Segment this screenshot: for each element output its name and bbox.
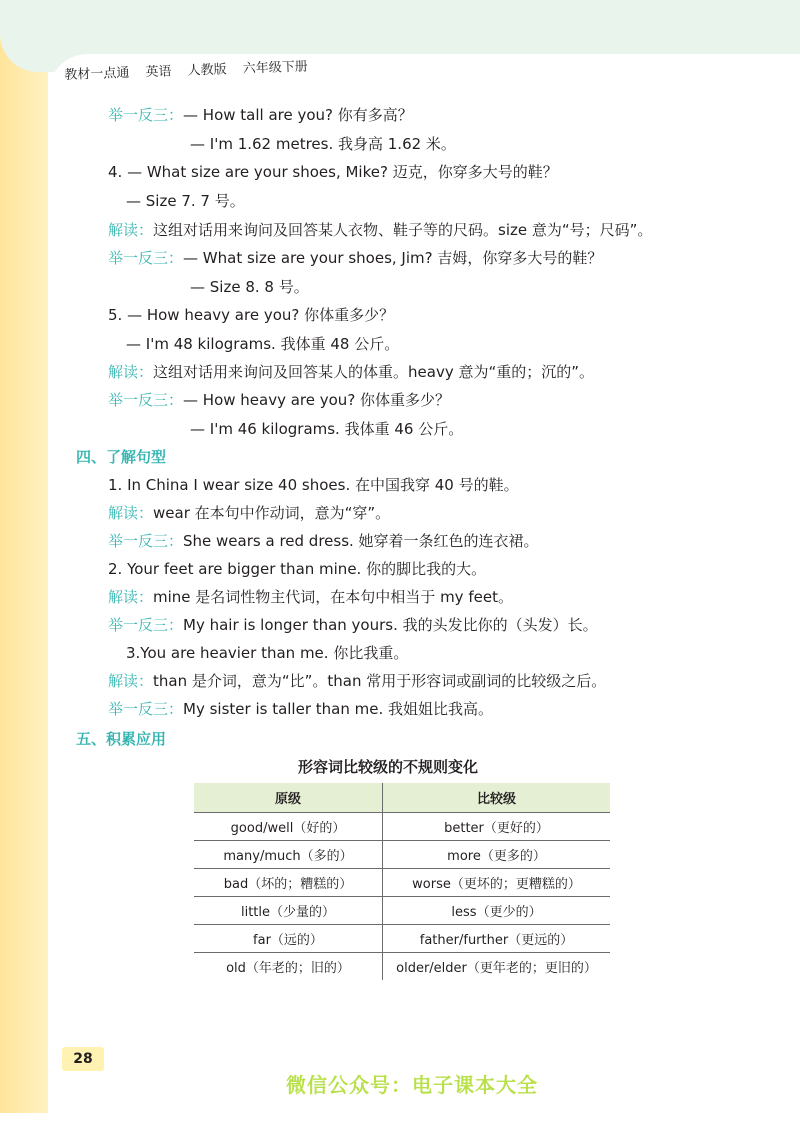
line-text: 2. Your feet are bigger than mine. 你的脚比我的大。 bbox=[108, 560, 487, 578]
page-number: 28 bbox=[62, 1047, 104, 1071]
line-tag: 解读： bbox=[108, 672, 154, 690]
content-line bbox=[108, 559, 486, 579]
content-line bbox=[190, 277, 309, 297]
content-line bbox=[108, 390, 450, 410]
content-line bbox=[108, 531, 539, 551]
comparative-form-cell: better（更好的） bbox=[383, 813, 611, 841]
comparative-form-cell: less（更少的） bbox=[383, 897, 611, 925]
line-text: — How tall are you? 你有多高？ bbox=[183, 106, 413, 124]
line-tag: 举一反三： bbox=[108, 391, 184, 409]
line-text: — How heavy are you? 你体重多少？ bbox=[183, 391, 451, 409]
table-title: 形容词比较级的不规则变化 bbox=[298, 758, 479, 776]
comparative-form-cell: more（更多的） bbox=[383, 841, 611, 869]
content-line bbox=[108, 615, 598, 635]
line-text: My hair is longer than yours. 我的头发比你的（头发）长。 bbox=[183, 616, 598, 634]
line-text: My sister is taller than me. 我姐姐比我高。 bbox=[183, 700, 493, 718]
content-line bbox=[108, 248, 602, 268]
line-text: 4. — What size are your shoes, Mike? 迈克，你穿多大号的鞋？ bbox=[108, 163, 558, 181]
line-tag: 举一反三： bbox=[108, 249, 184, 267]
line-text: 1. In China I wear size 40 shoes. 在中国我穿 40 号的鞋。 bbox=[108, 476, 519, 494]
positive-form-cell: good/well（好的） bbox=[194, 813, 383, 841]
line-tag: 举一反三： bbox=[108, 106, 184, 124]
content-line bbox=[108, 503, 390, 523]
table-header-cell: 比较级 bbox=[383, 783, 611, 813]
header-subject: 英语 bbox=[145, 64, 172, 81]
table-row bbox=[194, 897, 610, 925]
content-line bbox=[108, 587, 513, 607]
line-text: wear 在本句中作动词，意为“穿”。 bbox=[153, 504, 391, 522]
line-text: than 是介词，意为“比”。than 常用于形容词或副词的比较级之后。 bbox=[153, 672, 607, 690]
section-heading: 五、积累应用 bbox=[76, 730, 167, 748]
line-text: 5. — How heavy are you? 你体重多少？ bbox=[108, 306, 395, 324]
content-line bbox=[108, 305, 394, 325]
content-line bbox=[126, 191, 245, 211]
line-tag: 解读： bbox=[108, 363, 154, 381]
line-text: — I'm 46 kilograms. 我体重 46 公斤。 bbox=[190, 420, 464, 438]
line-text: mine 是名词性物主代词，在本句中相当于 my feet。 bbox=[153, 588, 513, 606]
content-line bbox=[108, 475, 519, 495]
line-text: — What size are your shoes, Jim? 吉姆，你穿多大号的鞋？ bbox=[183, 249, 603, 267]
content-line bbox=[190, 134, 456, 154]
positive-form-cell: many/much（多的） bbox=[194, 841, 383, 869]
table-row bbox=[194, 869, 610, 897]
content-line bbox=[126, 334, 399, 354]
line-text: — I'm 48 kilograms. 我体重 48 公斤。 bbox=[126, 335, 400, 353]
positive-form-cell: bad（坏的；糟糕的） bbox=[194, 869, 383, 897]
content-line bbox=[108, 162, 558, 182]
content-line bbox=[126, 643, 408, 663]
line-text: 这组对话用来询问及回答某人衣物、鞋子等的尺码。size 意为“号；尺码”。 bbox=[153, 221, 653, 239]
table-row bbox=[194, 813, 610, 841]
comparative-form-cell: father/further（更远的） bbox=[383, 925, 611, 953]
content-line bbox=[190, 419, 463, 439]
left-decorative-band bbox=[0, 0, 48, 1113]
line-text: 这组对话用来询问及回答某人的体重。heavy 意为“重的；沉的”。 bbox=[153, 363, 595, 381]
comparative-table bbox=[194, 783, 610, 980]
line-text: — I'm 1.62 metres. 我身高 1.62 米。 bbox=[190, 135, 456, 153]
content-line bbox=[108, 699, 493, 719]
line-tag: 举一反三： bbox=[108, 700, 184, 718]
line-text: — Size 8. 8 号。 bbox=[190, 278, 309, 296]
line-text: — Size 7. 7 号。 bbox=[126, 192, 245, 210]
line-tag: 举一反三： bbox=[108, 616, 184, 634]
table-row bbox=[194, 841, 610, 869]
section-heading: 四、了解句型 bbox=[76, 448, 167, 466]
header-edition: 人教版 bbox=[187, 62, 227, 79]
line-text: She wears a red dress. 她穿着一条红色的连衣裙。 bbox=[183, 532, 539, 550]
content-line bbox=[108, 362, 594, 382]
line-tag: 举一反三： bbox=[108, 532, 184, 550]
positive-form-cell: old（年老的；旧的） bbox=[194, 953, 383, 981]
table-row bbox=[194, 925, 610, 953]
table-header-row bbox=[194, 783, 610, 813]
content-line bbox=[108, 105, 413, 125]
table-row bbox=[194, 953, 610, 981]
line-tag: 解读： bbox=[108, 504, 154, 522]
line-tag: 解读： bbox=[108, 221, 154, 239]
watermark-text: 微信公众号：电子课本大全 bbox=[286, 1073, 538, 1097]
line-text: 3.You are heavier than me. 你比我重。 bbox=[126, 644, 409, 662]
line-tag: 解读： bbox=[108, 588, 154, 606]
comparative-form-cell: worse（更坏的；更糟糕的） bbox=[383, 869, 611, 897]
header-book: 教材一点通 bbox=[64, 65, 130, 83]
positive-form-cell: little（少量的） bbox=[194, 897, 383, 925]
table-body bbox=[194, 813, 610, 981]
header-grade: 六年级下册 bbox=[242, 59, 308, 77]
content-line bbox=[108, 671, 606, 691]
table-header-cell: 原级 bbox=[194, 783, 383, 813]
comparative-form-cell: older/elder（更年老的；更旧的） bbox=[396, 961, 597, 976]
content-line bbox=[108, 220, 652, 240]
positive-form-cell: far（远的） bbox=[194, 925, 383, 953]
